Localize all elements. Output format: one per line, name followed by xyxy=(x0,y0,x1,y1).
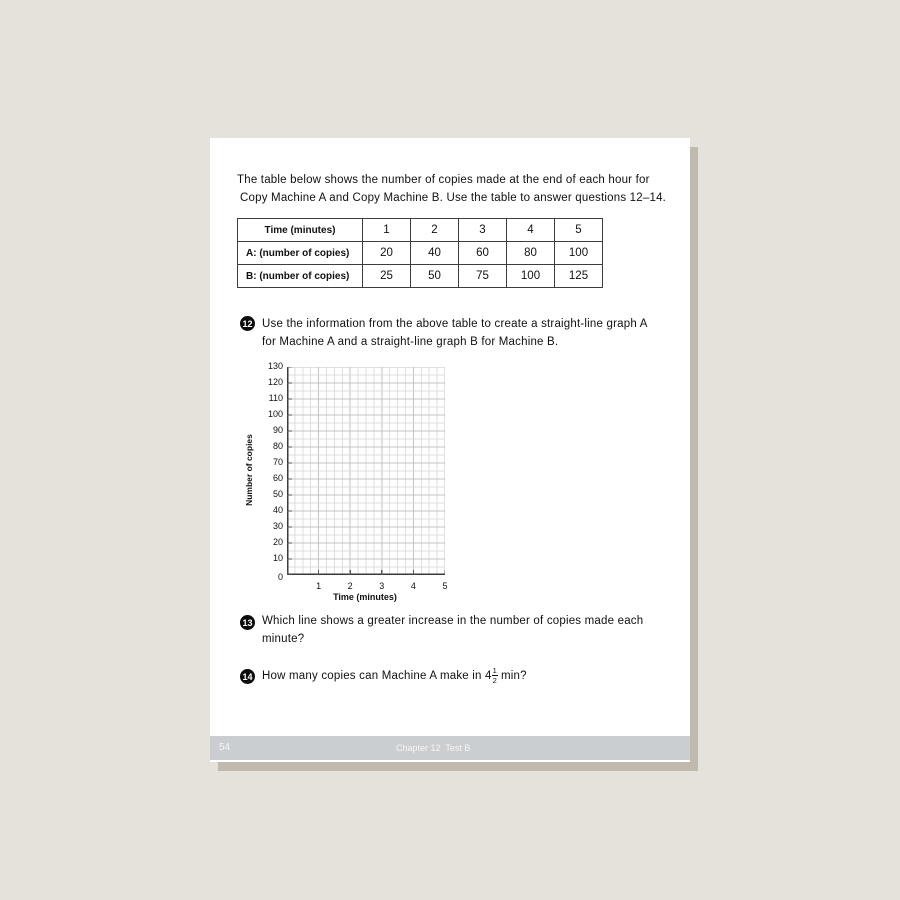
question-14-text xyxy=(262,667,692,685)
x-tick-label: 3 xyxy=(379,581,385,591)
y-tick-label: 120 xyxy=(267,377,283,387)
x-tick-label: 2 xyxy=(347,581,353,591)
y-tick-label: 40 xyxy=(272,505,283,515)
value-cell: 1 xyxy=(363,219,411,242)
value-cell: 100 xyxy=(555,242,603,265)
worksheet-page xyxy=(210,138,690,762)
question-12-line-1: Use the information from the above table to create a straight-line graph A xyxy=(262,318,648,330)
value-cell: 25 xyxy=(363,265,411,288)
question-12-line-2: for Machine A and a straight-line graph B for Machine B. xyxy=(262,336,559,348)
y-tick-label: 10 xyxy=(272,553,283,563)
table-row xyxy=(238,265,603,288)
question-14-text-after: min? xyxy=(500,670,527,682)
y-axis-title: Number of copies xyxy=(244,434,254,506)
question-14-badge: 14 xyxy=(240,669,255,684)
row-label-cell: B: (number of copies) xyxy=(238,265,363,288)
row-label-cell: Time (minutes) xyxy=(238,219,363,242)
value-cell: 20 xyxy=(363,242,411,265)
page-number: 54 xyxy=(219,742,231,753)
intro-paragraph xyxy=(237,171,682,207)
fraction-denominator: 2 xyxy=(492,676,497,685)
copies-table xyxy=(237,218,603,288)
question-13-line-2: minute? xyxy=(262,633,305,645)
value-cell: 2 xyxy=(411,219,459,242)
value-cell: 5 xyxy=(555,219,603,242)
table-row xyxy=(238,242,603,265)
chapter-label: Chapter 12 Test B xyxy=(396,743,471,753)
question-13-badge: 13 xyxy=(240,615,255,630)
value-cell: 50 xyxy=(411,265,459,288)
y-tick-label: 0 xyxy=(277,572,283,582)
value-cell: 100 xyxy=(507,265,555,288)
question-13-line-1: Which line shows a greater increase in the number of copies made each xyxy=(262,615,644,627)
value-cell: 80 xyxy=(507,242,555,265)
one-half-fraction xyxy=(492,667,498,684)
x-tick-label: 4 xyxy=(410,581,416,591)
y-tick-label: 20 xyxy=(272,537,283,547)
value-cell: 75 xyxy=(459,265,507,288)
question-12-text xyxy=(262,315,692,351)
copies-table-wrapper xyxy=(237,218,603,288)
footer-bar xyxy=(210,736,690,760)
y-tick-label: 130 xyxy=(267,361,283,371)
y-tick-label: 90 xyxy=(272,425,283,435)
question-12-badge: 12 xyxy=(240,316,255,331)
value-cell: 4 xyxy=(507,219,555,242)
y-tick-label: 100 xyxy=(267,409,283,419)
y-tick-label: 50 xyxy=(272,489,283,499)
x-tick-label: 5 xyxy=(442,581,448,591)
value-cell: 60 xyxy=(459,242,507,265)
x-tick-label: 1 xyxy=(316,581,322,591)
y-tick-label: 70 xyxy=(272,457,283,467)
empty-grid-plot xyxy=(287,367,445,575)
table-row xyxy=(238,219,603,242)
y-tick-label: 80 xyxy=(272,441,283,451)
intro-line-2: Copy Machine A and Copy Machine B. Use the table to answer questions 12–14. xyxy=(240,192,667,204)
value-cell: 125 xyxy=(555,265,603,288)
question-13-text xyxy=(262,612,692,648)
x-axis-title: Time (minutes) xyxy=(333,592,397,602)
graph-area xyxy=(230,362,510,612)
question-14-text-before: How many copies can Machine A make in 4 xyxy=(262,670,492,682)
row-label-cell: A: (number of copies) xyxy=(238,242,363,265)
y-tick-label: 110 xyxy=(268,393,283,403)
value-cell: 40 xyxy=(411,242,459,265)
y-tick-label: 30 xyxy=(272,521,283,531)
intro-line-1: The table below shows the number of copies made at the end of each hour for xyxy=(237,174,650,186)
y-tick-label: 60 xyxy=(272,473,283,483)
value-cell: 3 xyxy=(459,219,507,242)
fraction-numerator: 1 xyxy=(492,666,497,675)
